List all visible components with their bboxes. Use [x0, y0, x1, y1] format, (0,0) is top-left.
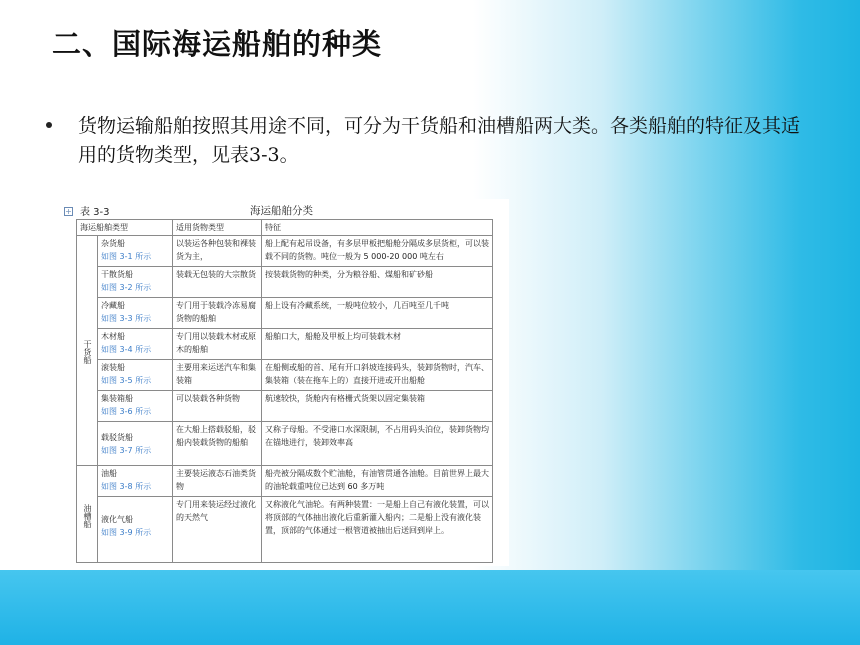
ship-cell: [98, 329, 173, 360]
cargo-cell: 可以装载各种货物: [173, 391, 262, 422]
bottom-band: [0, 570, 860, 645]
figure-ref: 如图 3-7 所示: [101, 446, 152, 455]
ship-cell: [98, 298, 173, 329]
header-features: 特征: [262, 220, 493, 236]
figure-ref: 如图 3-8 所示: [101, 482, 152, 491]
ship-cell: [98, 391, 173, 422]
figure-ref: 如图 3-1 所示: [101, 252, 152, 261]
table-row: [77, 329, 493, 360]
ship-name: 集装箱船: [101, 394, 133, 403]
feature-cell: 在船侧或船的首、尾有开口斜坡连接码头，装卸货物时，汽车、集装箱（装在拖车上的）直接开进或开出船舱: [262, 360, 493, 391]
ship-cell: [98, 267, 173, 298]
figure-ref: 如图 3-6 所示: [101, 407, 152, 416]
feature-cell: 又称液化气油轮。有两种装置：一是船上自己有液化装置，可以将顶部的气体抽出液化后重新灌入船内；二是船上没有液化装置，顶部的气体通过一根管道被抽出后送回到岸上。: [262, 497, 493, 563]
table-caption: 表 3-3: [80, 207, 110, 218]
cargo-cell: 专门用来装运经过液化的天然气: [173, 497, 262, 563]
ship-cell: [98, 497, 173, 563]
figure-ref: 如图 3-4 所示: [101, 345, 152, 354]
feature-cell: 船上设有冷藏系统，一般吨位较小，几百吨至几千吨: [262, 298, 493, 329]
cargo-cell: 在大船上搭载驳船，驳船内装载货物的船舶: [173, 422, 262, 466]
ship-name: 杂货船: [101, 239, 125, 248]
ship-cell: [98, 360, 173, 391]
figure-ref: 如图 3-3 所示: [101, 314, 152, 323]
bullet-dot: [46, 122, 52, 128]
feature-cell: 船壳被分隔成数个贮油舱，有油管贯通各油舱。目前世界上最大的油轮载重吨位已达到 60 多万吨: [262, 466, 493, 497]
table-row: [77, 466, 493, 497]
table-move-handle-icon[interactable]: +: [65, 207, 72, 216]
cargo-cell: 专门用以装载木材或原木的船舶: [173, 329, 262, 360]
figure-ref: 如图 3-2 所示: [101, 283, 152, 292]
feature-cell: 按装载货物的种类，分为粮谷船、煤船和矿砂船: [262, 267, 493, 298]
bullet-text: 货物运输船舶按照其用途不同，可分为干货船和油槽船两大类。各类船舶的特征及其适用的货物类型，见表3-3。: [78, 115, 801, 166]
table-row: [77, 360, 493, 391]
cargo-cell: 以装运各种包装和裸装货为主，: [173, 236, 262, 267]
header-ship-type: 海运船舶类型: [77, 220, 173, 236]
table-row: [77, 267, 493, 298]
ship-name: 油船: [101, 469, 117, 478]
group-dry-cargo: 干货船: [77, 236, 98, 466]
feature-cell: 船上配有起吊设备，有多层甲板把船舱分隔成多层货柜，可以装载不同的货物。吨位一般为 5 000-20 000 吨左右: [262, 236, 493, 267]
ship-name: 木材船: [101, 332, 125, 341]
slide-title: 二、国际海运船舶的种类: [52, 27, 383, 61]
ship-classification-table-image: [50, 199, 509, 566]
group-tanker: 油槽船: [77, 466, 98, 563]
table-row: [77, 422, 493, 466]
table-title: 海运船舶分类: [250, 205, 313, 217]
feature-cell: 船舶口大，船舱及甲板上均可装载木材: [262, 329, 493, 360]
table-row: [77, 298, 493, 329]
figure-ref: 如图 3-9 所示: [101, 528, 152, 537]
cargo-cell: 主要用来运送汽车和集装箱: [173, 360, 262, 391]
header-cargo-type: 适用货物类型: [173, 220, 262, 236]
ship-name: 冷藏船: [101, 301, 125, 310]
feature-cell: 又称子母船。不受港口水深限制，不占用码头泊位，装卸货物均在锚地进行，装卸效率高: [262, 422, 493, 466]
ship-table: [76, 219, 493, 563]
ship-cell: [98, 466, 173, 497]
table-row: [77, 497, 493, 563]
ship-name: 干散货船: [101, 270, 133, 279]
cargo-cell: 专门用于装载冷冻易腐货物的船舶: [173, 298, 262, 329]
table-header-row: [77, 220, 493, 236]
ship-name: 滚装船: [101, 363, 125, 372]
cargo-cell: 装载无包装的大宗散货: [173, 267, 262, 298]
feature-cell: 航速较快，货舱内有格栅式货架以固定集装箱: [262, 391, 493, 422]
ship-cell: [98, 236, 173, 267]
ship-cell: [98, 422, 173, 466]
ship-name: 载驳货船: [101, 433, 133, 442]
figure-ref: 如图 3-5 所示: [101, 376, 152, 385]
cargo-cell: 主要装运液态石油类货物: [173, 466, 262, 497]
table-row: [77, 236, 493, 267]
table-row: [77, 391, 493, 422]
ship-name: 液化气船: [101, 515, 133, 524]
